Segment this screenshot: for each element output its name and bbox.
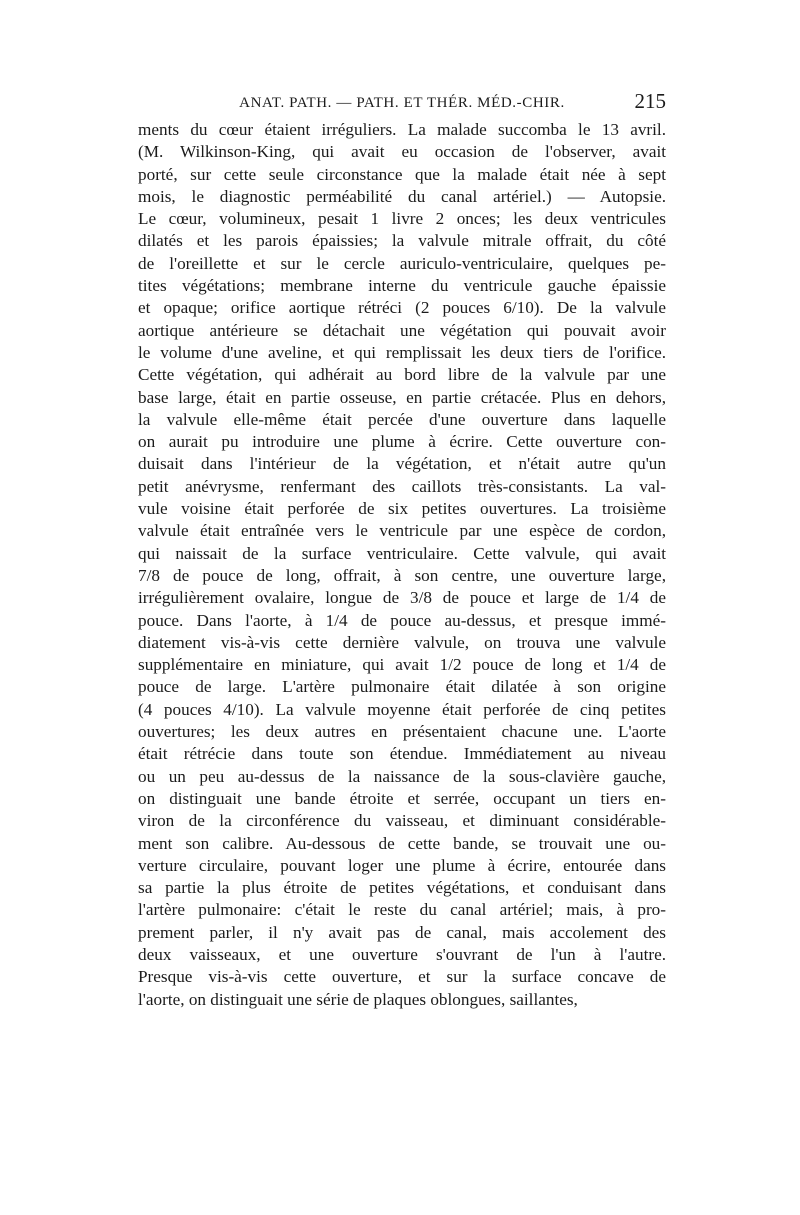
- text-line: pouce de large. L'artère pulmonaire était dilatée à son origine: [138, 677, 666, 697]
- text-line: ou un peu au-dessus de la naissance de la sous-clavière gauche,: [138, 766, 666, 786]
- running-header: [138, 88, 666, 118]
- text-line: duisait dans l'intérieur de la végétation, et n'était autre qu'un: [138, 454, 666, 474]
- text-line: qui naissait de la surface ventriculaire. Cette valvule, qui avait: [138, 543, 666, 563]
- text-line: (M. Wilkinson-King, qui avait eu occasion de l'observer, avait: [138, 142, 666, 162]
- text-line: base large, était en partie osseuse, en partie crétacée. Plus en dehors,: [138, 387, 666, 407]
- text-line: la valvule elle-même était percée d'une ouverture dans laquelle: [138, 409, 666, 429]
- text-line: porté, sur cette seule circonstance que la malade était née à sept: [138, 164, 666, 184]
- text-line: on aurait pu introduire une plume à écrire. Cette ouverture con-: [138, 432, 666, 452]
- text-line: Presque vis-à-vis cette ouverture, et sur la surface concave de: [138, 967, 666, 987]
- text-line: pouce. Dans l'aorte, à 1/4 de pouce au-dessus, et presque immé-: [138, 610, 666, 630]
- text-line: petit anévrysme, renfermant des caillots très-consistants. La val-: [138, 476, 666, 496]
- text-line: l'aorte, on distinguait une série de plaques oblongues, saillantes,: [138, 989, 578, 1009]
- text-line: le volume d'une aveline, et qui remplissait les deux tiers de l'orifice.: [138, 342, 666, 362]
- text-line: Le cœur, volumineux, pesait 1 livre 2 onces; les deux ventricules: [138, 209, 666, 229]
- text-line: dilatés et les parois épaissies; la valvule mitrale offrait, du côté: [138, 231, 666, 251]
- text-line: valvule était entraînée vers le ventricule par une espèce de cordon,: [138, 521, 666, 541]
- text-line: ouvertures; les deux autres en présentaient chacune une. L'aorte: [138, 722, 666, 742]
- text-line: l'artère pulmonaire: c'était le reste du canal artériel; mais, à pro-: [138, 900, 666, 920]
- text-line: vule voisine était perforée de six petites ouvertures. La troisième: [138, 499, 666, 519]
- text-line: aortique antérieure se détachait une végétation qui pouvait avoir: [138, 320, 666, 340]
- body-text: [138, 119, 666, 1011]
- text-line: on distinguait une bande étroite et serrée, occupant un tiers en-: [138, 788, 666, 808]
- text-line: verture circulaire, pouvant loger une plume à écrire, entourée dans: [138, 855, 666, 875]
- text-line: mois, le diagnostic perméabilité du canal artériel.) — Autopsie.: [138, 186, 666, 206]
- text-line: ments du cœur étaient irréguliers. La malade succomba le 13 avril.: [138, 120, 666, 139]
- text-line: irrégulièrement ovalaire, longue de 3/8 de pouce et large de 1/4 de: [138, 588, 666, 608]
- text-line: sa partie la plus étroite de petites végétations, et conduisant dans: [138, 878, 666, 898]
- text-line: 7/8 de pouce de long, offrait, à son centre, une ouverture large,: [138, 565, 666, 585]
- text-line: (4 pouces 4/10). La valvule moyenne était perforée de cinq petites: [138, 699, 666, 719]
- text-line: diatement vis-à-vis cette dernière valvule, on trouva une valvule: [138, 632, 666, 652]
- text-line: viron de la circonférence du vaisseau, et diminuant considérable-: [138, 811, 666, 831]
- book-page: [138, 88, 666, 1011]
- running-title: ANAT. PATH. — PATH. ET THÉR. MÉD.-CHIR.: [239, 95, 565, 111]
- text-line: deux vaisseaux, et une ouverture s'ouvrant de l'un à l'autre.: [138, 944, 666, 964]
- text-line: Cette végétation, qui adhérait au bord libre de la valvule par une: [138, 365, 666, 385]
- text-line: était rétrécie dans toute son étendue. Immédiatement au niveau: [138, 744, 666, 764]
- text-line: supplémentaire en miniature, qui avait 1/2 pouce de long et 1/4 de: [138, 655, 666, 675]
- text-line: ment son calibre. Au-dessous de cette bande, se trouvait une ou-: [138, 833, 666, 853]
- text-line: prement parler, il n'y avait pas de canal, mais accolement des: [138, 922, 666, 942]
- text-line: et opaque; orifice aortique rétréci (2 pouces 6/10). De la valvule: [138, 298, 666, 318]
- text-line: tites végétations; membrane interne du ventricule gauche épaissie: [138, 276, 666, 296]
- text-line: de l'oreillette et sur le cercle auriculo-ventriculaire, quelques pe-: [138, 253, 666, 273]
- page-number: 215: [634, 89, 666, 113]
